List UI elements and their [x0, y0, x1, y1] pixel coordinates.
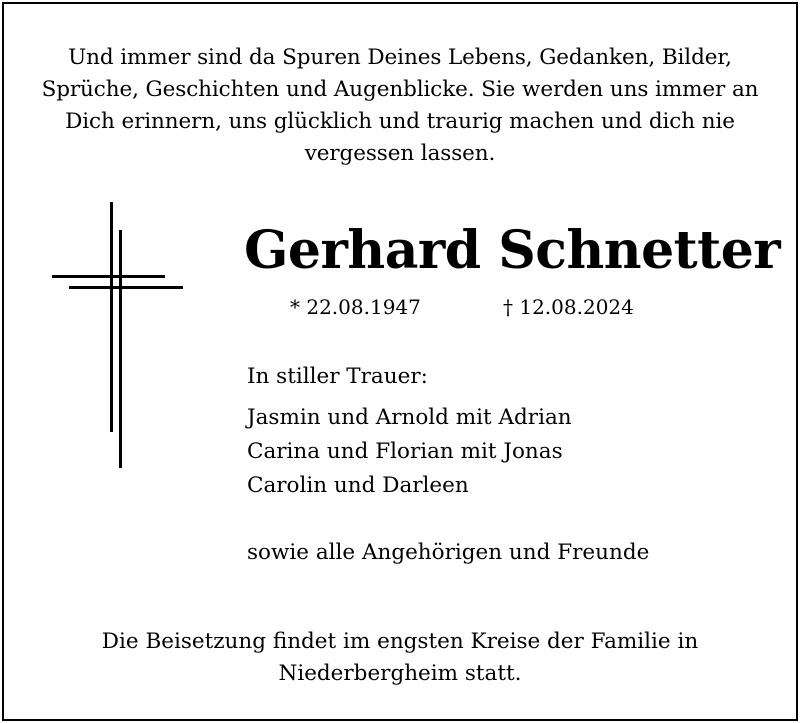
mourner-entry: Carina und Florian mit Jonas — [247, 439, 563, 464]
mourning-outro: sowie alle Angehörigen und Freunde — [247, 540, 650, 565]
poem-line: Sprüche, Geschichten und Augenblicke. Sie werden uns immer an — [41, 77, 759, 102]
mourners-list — [247, 401, 572, 503]
deceased-name: Gerhard Schnetter — [244, 220, 781, 281]
birth-date: * 22.08.1947 — [290, 295, 421, 319]
poem-line: vergessen lassen. — [304, 141, 496, 166]
funeral-line: Niederbergheim statt. — [278, 661, 522, 686]
death-date: † 12.08.2024 — [503, 295, 634, 319]
poem-line: Dich erinnern, uns glücklich und traurig machen und dich nie — [65, 109, 735, 134]
cross-icon — [52, 202, 187, 470]
funeral-line: Die Beisetzung findet im engsten Kreise der Familie in — [101, 629, 699, 654]
mourner-entry: Jasmin und Arnold mit Adrian — [247, 405, 572, 430]
memorial-poem — [30, 42, 770, 170]
mourner-entry: Carolin und Darleen — [247, 473, 469, 498]
poem-line: Und immer sind da Spuren Deines Lebens, Gedanken, Bilder, — [68, 45, 732, 70]
funeral-note — [30, 626, 770, 690]
mourning-intro: In stiller Trauer: — [247, 364, 428, 389]
